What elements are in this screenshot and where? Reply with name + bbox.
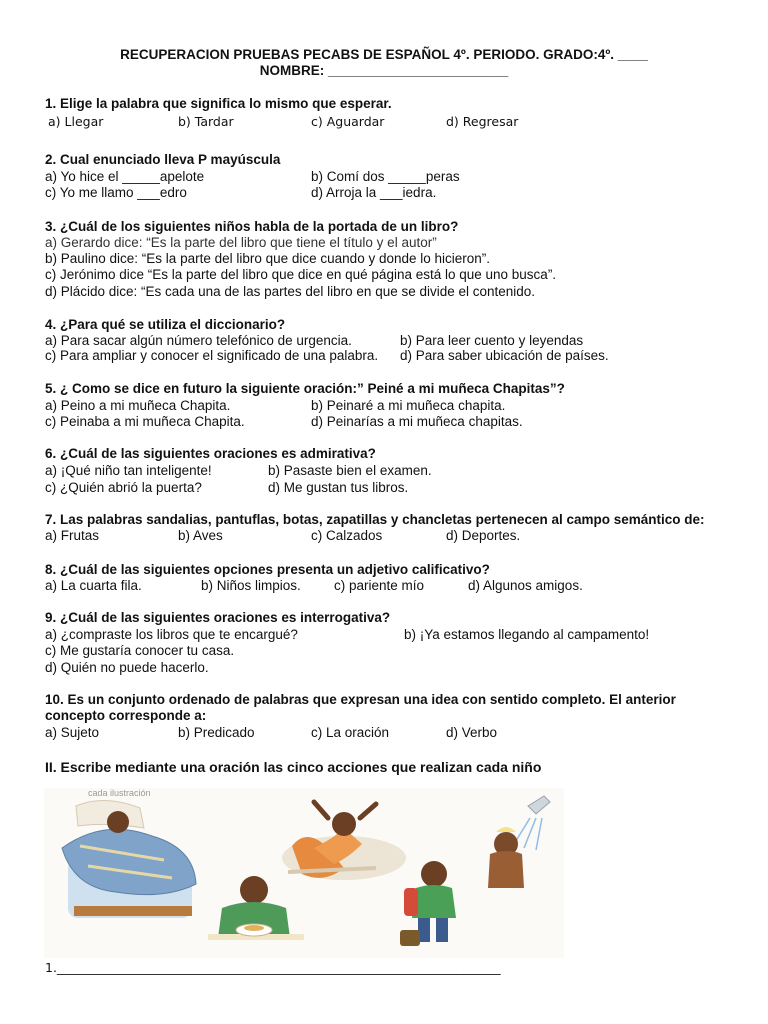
q1-option-d: d) Regresar xyxy=(446,114,519,129)
q5-option-d: d) Peinarías a mi muñeca chapitas. xyxy=(311,414,523,429)
q8-option-b: b) Niños limpios. xyxy=(201,578,301,593)
q9-option-b: b) ¡Ya estamos llegando al campamento! xyxy=(404,627,650,642)
q4-option-a: a) Para sacar algún número telefónico de urgencia. xyxy=(45,333,352,348)
question-5: 5. ¿ Como se dice en futuro la siguiente oración:” Peiné a mi muñeca Chapitas”? xyxy=(45,381,565,396)
q6-option-d: d) Me gustan tus libros. xyxy=(268,480,409,495)
q5-option-c: c) Peinaba a mi muñeca Chapita. xyxy=(45,414,245,429)
q6-option-a: a) ¡Qué niño tan inteligente! xyxy=(45,463,212,478)
q1-option-a: a) Llegar xyxy=(48,114,104,129)
q10-option-b: b) Predicado xyxy=(178,725,255,740)
q7-option-a: a) Frutas xyxy=(45,528,100,543)
q10-option-c: c) La oración xyxy=(311,725,390,740)
q3-option-d: d) Plácido dice: “Es cada una de las partes del libro en que se divide el contenido. xyxy=(45,284,536,299)
children-actions-illustration xyxy=(44,788,564,958)
q9-option-a: a) ¿compraste los libros que te encargué? xyxy=(45,627,298,642)
question-1: 1. Elige la palabra que significa lo mismo que esperar. xyxy=(45,96,392,111)
q2-option-c: c) Yo me llamo ___edro xyxy=(45,185,187,200)
q5-option-b: b) Peinaré a mi muñeca chapita. xyxy=(311,398,506,413)
question-9: 9. ¿Cuál de las siguientes oraciones es interrogativa? xyxy=(45,610,391,625)
q6-option-b: b) Pasaste bien el examen. xyxy=(268,463,432,478)
q2-option-b: b) Comí dos _____peras xyxy=(311,169,460,184)
question-8: 8. ¿Cuál de las siguientes opciones presenta un adjetivo calificativo? xyxy=(45,562,490,577)
q4-option-c: c) Para ampliar y conocer el significado de una palabra. xyxy=(45,348,379,363)
q8-option-c: c) pariente mío xyxy=(334,578,425,593)
question-10-line-2: concepto corresponde a: xyxy=(45,708,207,723)
q1-option-b: b) Tardar xyxy=(178,114,234,129)
q5-option-a: a) Peino a mi muñeca Chapita. xyxy=(45,398,231,413)
q4-option-d: d) Para saber ubicación de países. xyxy=(400,348,609,363)
q3-option-a: a) Gerardo dice: “Es la parte del libro que tiene el título y el autor” xyxy=(45,235,437,250)
q7-option-d: d) Deportes. xyxy=(446,528,521,543)
q2-option-a: a) Yo hice el _____apelote xyxy=(45,169,205,184)
q10-option-d: d) Verbo xyxy=(446,725,498,740)
question-2: 2. Cual enunciado lleva P mayúscula xyxy=(45,152,281,167)
section-2-title: II. Escribe mediante una oración las cinco acciones que realizan cada niño xyxy=(45,759,542,775)
name-field[interactable]: NOMBRE: ________________________ xyxy=(259,63,509,78)
q8-option-a: a) La cuarta fila. xyxy=(45,578,142,593)
question-3: 3. ¿Cuál de los siguientes niños habla de la portada de un libro? xyxy=(45,219,459,234)
q4-option-b: b) Para leer cuento y leyendas xyxy=(400,333,584,348)
question-6: 6. ¿Cuál de las siguientes oraciones es admirativa? xyxy=(45,446,376,461)
exam-title: RECUPERACION PRUEBAS PECABS DE ESPAÑOL 4º. PERIODO. GRADO:4º. ____ xyxy=(120,47,648,62)
question-7: 7. Las palabras sandalias, pantuflas, botas, zapatillas y chancletas pertenecen al campo semántico de: xyxy=(45,512,705,527)
illustration-caption: cada ilustración xyxy=(88,788,151,798)
q9-option-d: d) Quién no puede hacerlo. xyxy=(45,660,209,675)
q2-option-d: d) Arroja la ___iedra. xyxy=(311,185,437,200)
question-4: 4. ¿Para qué se utiliza el diccionario? xyxy=(45,317,286,332)
q3-option-c: c) Jerónimo dice “Es la parte del libro que dice en qué página está lo que uno busca”. xyxy=(45,267,557,282)
question-10-line-1: 10. Es un conjunto ordenado de palabras que expresan una idea con sentido completo. El anterior xyxy=(45,692,676,707)
q8-option-d: d) Algunos amigos. xyxy=(468,578,583,593)
q9-option-c: c) Me gustaría conocer tu casa. xyxy=(45,643,235,658)
q3-option-b: b) Paulino dice: “Es la parte del libro que dice cuando y donde lo hicieron”. xyxy=(45,251,491,266)
q1-option-c: c) Aguardar xyxy=(311,114,385,129)
q10-option-a: a) Sujeto xyxy=(45,725,100,740)
q7-option-b: b) Aves xyxy=(178,528,223,543)
q6-option-c: c) ¿Quién abrió la puerta? xyxy=(45,480,202,495)
q7-option-c: c) Calzados xyxy=(311,528,383,543)
answer-line-1[interactable]: 1._______________________________________________________________________ xyxy=(45,960,501,975)
